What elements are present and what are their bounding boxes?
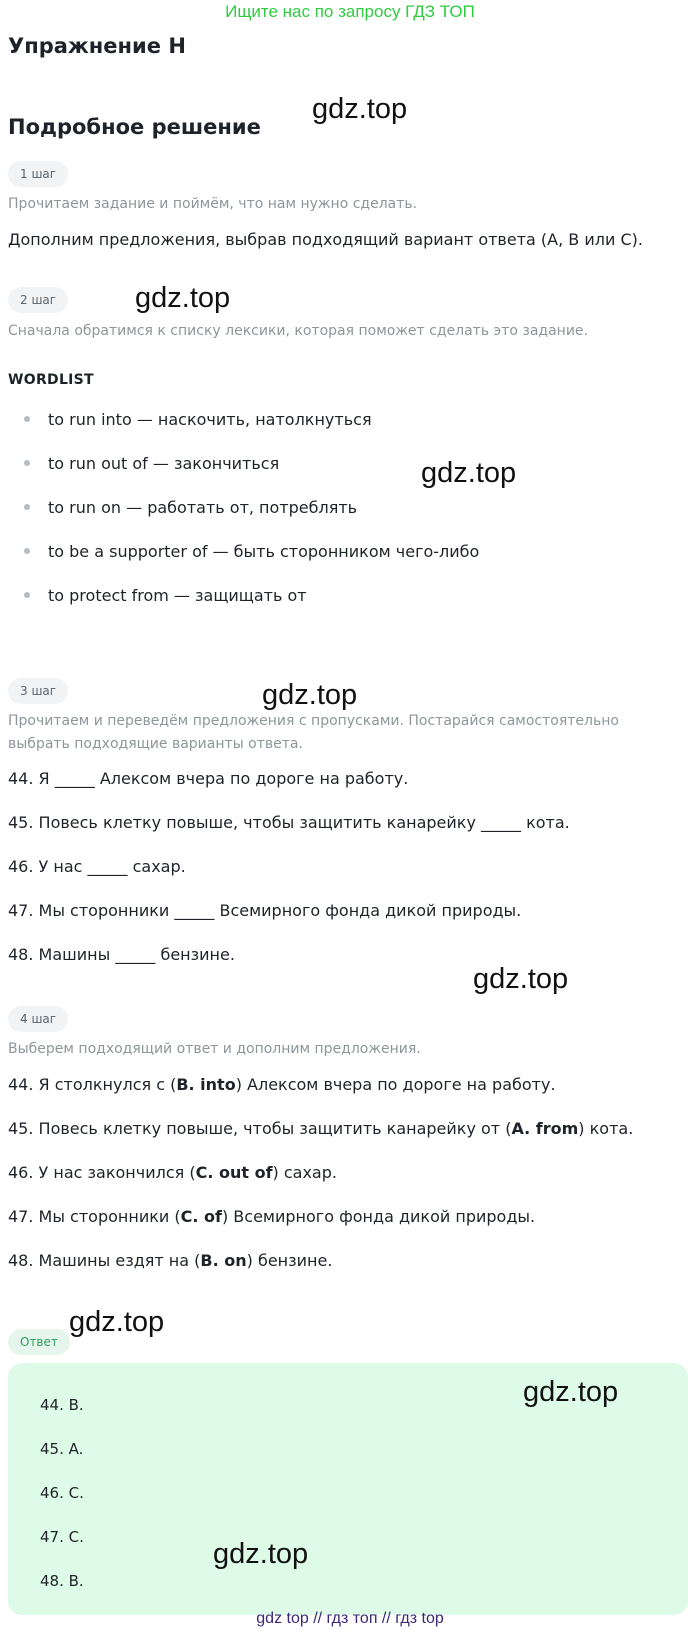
- sentence-text: ) Всемирного фонда дикой природы.: [221, 1207, 536, 1226]
- wordlist-title: WORDLIST: [8, 372, 94, 388]
- sentence-text: 46. У нас закончился (: [8, 1163, 196, 1182]
- answer-line: 48. B.: [40, 1572, 84, 1590]
- watermark: gdz.top: [69, 1306, 165, 1338]
- step-1-hint: Прочитаем задание и поймём, что нам нужно сделать.: [8, 196, 418, 212]
- gap-sentence: 46. У нас _____ сахар.: [8, 857, 186, 876]
- watermark: gdz.top: [262, 679, 358, 711]
- bullet-icon: [24, 504, 30, 510]
- wordlist-item-text: to protect from — защищать от: [48, 586, 307, 605]
- exercise-title: Упражнение H: [8, 34, 186, 58]
- step-1-badge: 1 шаг: [8, 161, 68, 187]
- step-2-hint: Сначала обратимся к списку лексики, которая поможет сделать это задание.: [8, 323, 588, 339]
- sentence-text: ) сахар.: [272, 1163, 337, 1182]
- step-4-hint: Выберем подходящий ответ и дополним предложения.: [8, 1041, 421, 1057]
- footer-links: gdz top // гдз топ // гдз top: [256, 1610, 444, 1627]
- answer-line: 47. C.: [40, 1528, 84, 1546]
- bullet-icon: [24, 548, 30, 554]
- wordlist-item-text: to run on — работать от, потреблять: [48, 498, 358, 517]
- chosen-option: C. out of: [195, 1163, 273, 1182]
- chosen-option: A. from: [511, 1119, 579, 1138]
- wordlist-item-text: to be a supporter of — быть сторонником чего-либо: [48, 542, 480, 561]
- chosen-option: C. of: [180, 1207, 222, 1226]
- wordlist-item: [24, 408, 372, 432]
- wordlist-item: [24, 540, 479, 564]
- answer-line: 44. B.: [40, 1396, 84, 1414]
- sentence-text: ) Алексом вчера по дороге на работу.: [235, 1075, 556, 1094]
- step-1-text: Дополним предложения, выбрав подходящий вариант ответа (A, B или C).: [8, 230, 643, 249]
- sentence-text: 47. Мы сторонники (: [8, 1207, 181, 1226]
- gap-sentence: 47. Мы сторонники _____ Всемирного фонда дикой природы.: [8, 901, 522, 920]
- chosen-option: B. into: [176, 1075, 236, 1094]
- answer-badge: Ответ: [8, 1329, 70, 1355]
- watermark: gdz.top: [473, 963, 569, 995]
- answer-sentence: [8, 1205, 688, 1229]
- answer-sentence: [8, 1161, 688, 1185]
- step-2-badge: 2 шаг: [8, 287, 68, 313]
- gap-sentence: 48. Машины _____ бензине.: [8, 945, 235, 964]
- search-hint-banner: Ищите нас по запросу ГДЗ ТОП: [225, 2, 475, 21]
- answer-line: 45. A.: [40, 1440, 84, 1458]
- answer-line: 46. C.: [40, 1484, 84, 1502]
- wordlist-item: [24, 452, 279, 476]
- solution-title: Подробное решение: [8, 115, 261, 139]
- gap-sentence: 45. Повесь клетку повыше, чтобы защитить канарейку _____ кота.: [8, 813, 570, 832]
- sentence-text: ) бензине.: [246, 1251, 333, 1270]
- wordlist-item: [24, 496, 357, 520]
- watermark: gdz.top: [135, 282, 231, 314]
- wordlist-item: [24, 584, 307, 608]
- bullet-icon: [24, 592, 30, 598]
- wordlist-item-text: to run out of — закончиться: [48, 454, 280, 473]
- step-3-hint: Прочитаем и переведём предложения с пропусками. Постарайся самостоятельно выбрать подходящие варианты ответа.: [8, 713, 619, 752]
- answer-sentence: [8, 1249, 688, 1273]
- watermark: gdz.top: [523, 1376, 619, 1408]
- watermark: gdz.top: [421, 457, 517, 489]
- chosen-option: B. on: [200, 1251, 247, 1270]
- wordlist-item-text: to run into — наскочить, натолкнуться: [48, 410, 372, 429]
- step-4-badge: 4 шаг: [8, 1006, 68, 1032]
- bullet-icon: [24, 460, 30, 466]
- sentence-text: 44. Я столкнулся с (: [8, 1075, 177, 1094]
- gap-sentence: 44. Я _____ Алексом вчера по дороге на работу.: [8, 769, 409, 788]
- sentence-text: 45. Повесь клетку повыше, чтобы защитить канарейку от (: [8, 1119, 512, 1138]
- answer-sentence: [8, 1073, 688, 1097]
- sentence-text: 48. Машины ездят на (: [8, 1251, 201, 1270]
- bullet-icon: [24, 416, 30, 422]
- sentence-text: ) кота.: [578, 1119, 634, 1138]
- answer-sentence: [8, 1117, 688, 1141]
- step-3-badge: 3 шаг: [8, 678, 68, 704]
- watermark: gdz.top: [312, 93, 408, 125]
- watermark: gdz.top: [213, 1538, 309, 1570]
